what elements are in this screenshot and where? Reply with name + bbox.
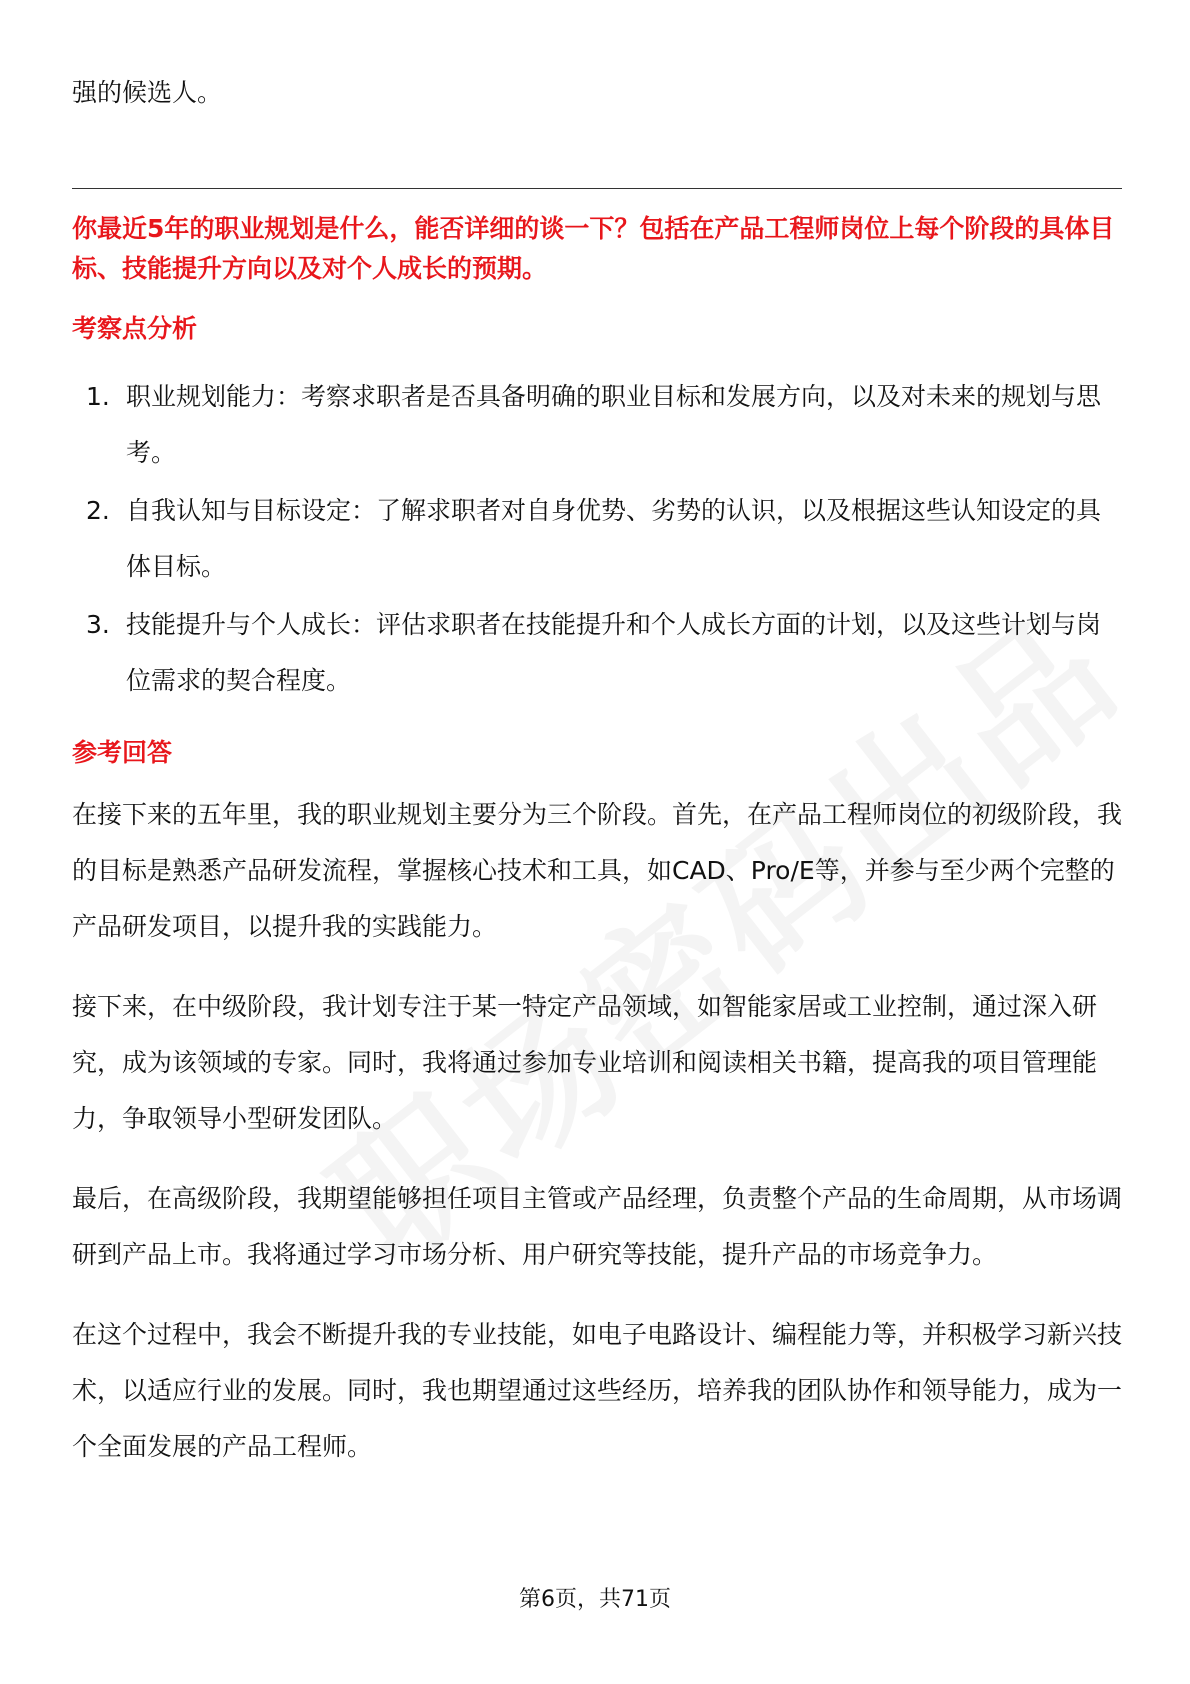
interview-question: 你最近5年的职业规划是什么，能否详细的谈一下？包括在产品工程师岗位上每个阶段的具体目标、技能提升方向以及对个人成长的预期。 xyxy=(72,214,1115,283)
analysis-heading: 考察点分析 xyxy=(72,314,198,343)
answer-paragraph: 在接下来的五年里，我的职业规划主要分为三个阶段。首先，在产品工程师岗位的初级阶段，我的目标是熟悉产品研发流程，掌握核心技术和工具，如CAD、Pro/E等，并参与至少两个完整的产品研发项目，以提升我的实践能力。 xyxy=(72,800,1123,941)
section-divider xyxy=(72,188,1122,189)
page-number-footer: 第6页，共71页 xyxy=(519,1587,671,1612)
analysis-item-text: 自我认知与目标设定：了解求职者对自身优势、劣势的认识，以及根据这些认知设定的具体目标。 xyxy=(126,496,1102,581)
analysis-item xyxy=(72,369,1122,481)
page-content xyxy=(72,64,1122,1499)
answer-heading: 参考回答 xyxy=(72,738,173,767)
previous-answer-ending: 强的候选人。 xyxy=(72,78,223,107)
analysis-item-text: 职业规划能力：考察求职者是否具备明确的职业目标和发展方向，以及对未来的规划与思考。 xyxy=(126,382,1102,467)
answer-paragraph: 在这个过程中，我会不断提升我的专业技能，如电子电路设计、编程能力等，并积极学习新兴技术，以适应行业的发展。同时，我也期望通过这些经历，培养我的团队协作和领导能力，成为一个全面发展的产品工程师。 xyxy=(72,1320,1123,1461)
analysis-item-number: 3. xyxy=(86,610,110,639)
analysis-list xyxy=(72,369,1122,709)
analysis-item xyxy=(72,483,1122,595)
analysis-item-number: 1. xyxy=(86,382,110,411)
analysis-item xyxy=(72,597,1122,709)
analysis-item-text: 技能提升与个人成长：评估求职者在技能提升和个人成长方面的计划，以及这些计划与岗位需求的契合程度。 xyxy=(126,610,1102,695)
answer-paragraph: 最后，在高级阶段，我期望能够担任项目主管或产品经理，负责整个产品的生命周期，从市场调研到产品上市。我将通过学习市场分析、用户研究等技能，提升产品的市场竞争力。 xyxy=(72,1184,1123,1269)
answer-paragraph: 接下来，在中级阶段，我计划专注于某一特定产品领域，如智能家居或工业控制，通过深入研究，成为该领域的专家。同时，我将通过参加专业培训和阅读相关书籍，提高我的项目管理能力，争取领导小型研发团队。 xyxy=(72,992,1098,1133)
analysis-item-number: 2. xyxy=(86,496,110,525)
